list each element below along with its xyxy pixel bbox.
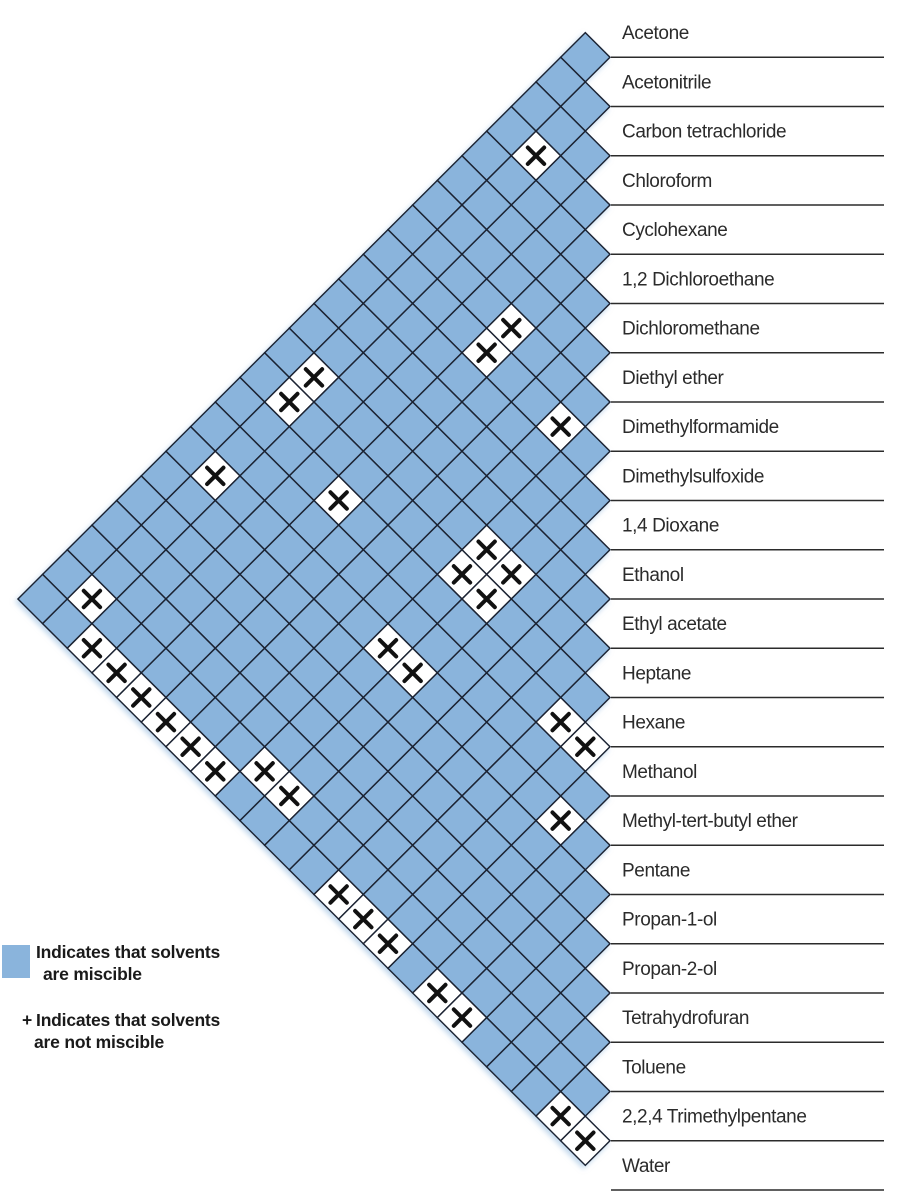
solvent-label: Tetrahydrofuran (622, 1008, 750, 1030)
solvent-label: Acetonitrile (622, 72, 712, 94)
solvent-label: Hexane (622, 712, 686, 734)
solvent-label: Cyclohexane (622, 220, 728, 242)
legend-immiscible (22, 1009, 220, 1053)
solvent-label: Pentane (622, 860, 690, 882)
legend-immiscible-text-line2: are not miscible (34, 1032, 165, 1052)
miscible-color-swatch (2, 945, 30, 978)
solvent-label: Dimethylsulfoxide (622, 466, 765, 488)
legend-miscible-text-line2: are miscible (43, 964, 142, 984)
solvent-label: Water (622, 1155, 670, 1177)
solvent-label: Methanol (622, 761, 697, 783)
solvent-label: 1,4 Dioxane (622, 515, 720, 537)
solvent-label: 1,2 Dichloroethane (622, 269, 775, 291)
solvent-label: Dimethylformamide (622, 417, 779, 439)
solvent-label: Dichloromethane (622, 318, 760, 340)
plus-mark-symbol: + (22, 1010, 33, 1030)
legend-miscible-text-line1: Indicates that solvents (36, 942, 221, 962)
legend-immiscible-text-line1 (22, 1010, 220, 1030)
solvent-label: Diethyl ether (622, 367, 724, 389)
solvent-label: Ethyl acetate (622, 614, 727, 636)
solvent-label: Acetone (622, 23, 689, 45)
legend-miscible (36, 941, 220, 985)
solvent-label: Chloroform (622, 170, 712, 192)
solvent-label: Propan-2-ol (622, 958, 717, 980)
solvent-label: Methyl-tert-butyl ether (622, 811, 798, 833)
solvent-label: Propan-1-ol (622, 909, 717, 931)
matrix-cells (18, 33, 610, 1166)
solvent-label: Carbon tetrachloride (622, 121, 787, 143)
solvent-label: Ethanol (622, 564, 684, 586)
solvent-label: Toluene (622, 1057, 686, 1079)
solvent-label: Heptane (622, 663, 692, 685)
legend-immiscible-text: Indicates that solvents (36, 1010, 221, 1030)
solvent-label: 2,2,4 Trimethylpentane (622, 1106, 807, 1128)
solvent-labels (611, 23, 884, 1190)
